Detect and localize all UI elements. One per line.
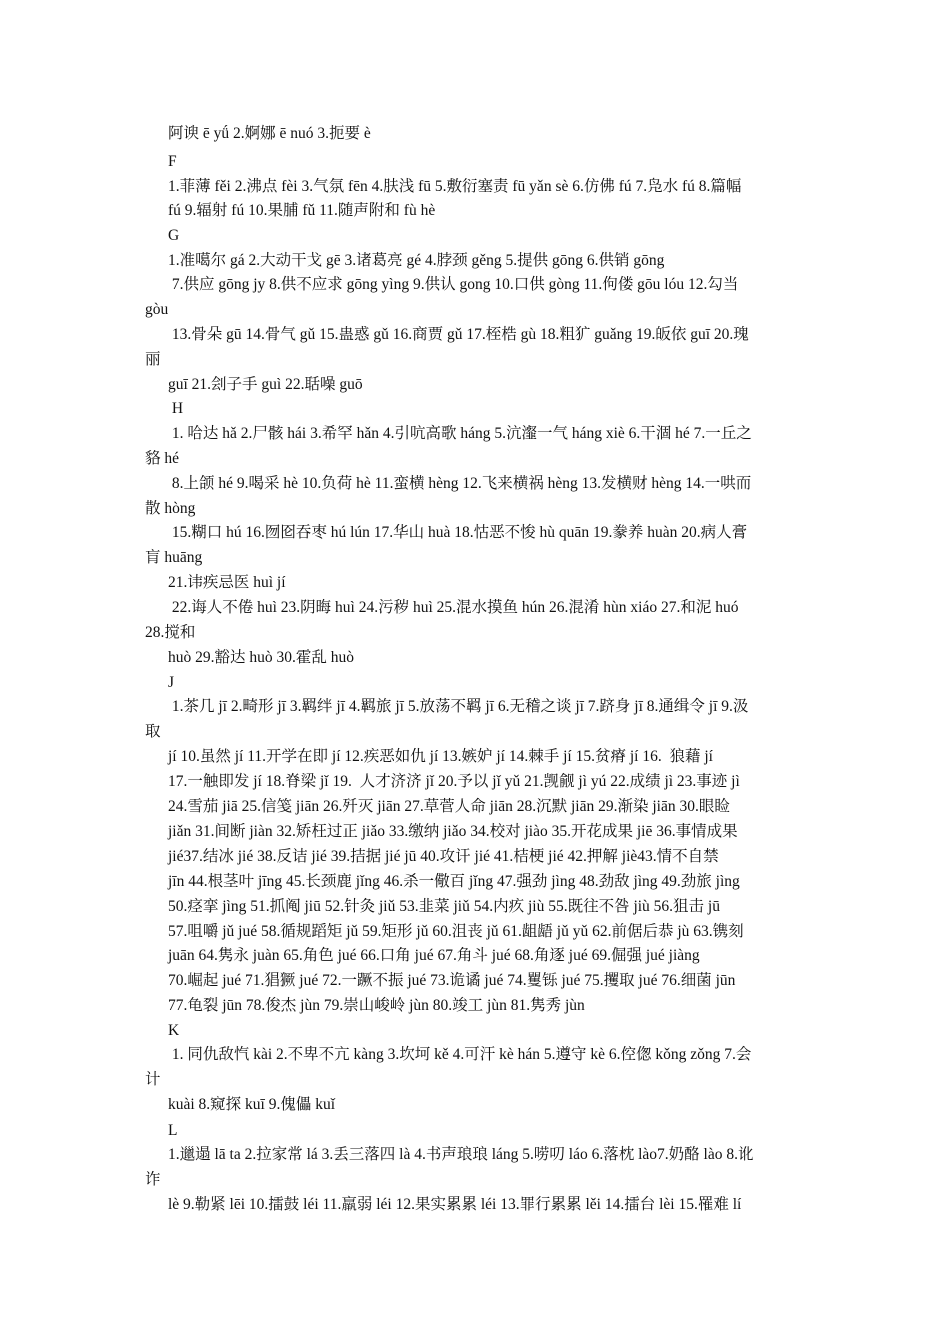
text-line: 1.准噶尔 gá 2.大动干戈 gē 3.诸葛亮 gé 4.脖颈 gěng 5.提供 gōng 6.供销 gōng xyxy=(168,252,665,269)
text-line: gòu xyxy=(145,301,169,318)
text-line: 22.诲人不倦 huì 23.阴晦 huì 24.污秽 huì 25.混水摸鱼 hún 26.混淆 hùn xiáo 27.和泥 huó xyxy=(168,599,739,616)
text-line: 15.糊口 hú 16.囫囵吞枣 hú lún 17.华山 huà 18.怙恶不悛 hù quān 19.豢养 huàn 20.病人膏 xyxy=(168,524,748,541)
text-line: 50.痉挛 jìng 51.抓阄 jiū 52.针灸 jiǔ 53.韭菜 jiǔ 54.内疚 jiù 55.既往不咎 jiù 56.狙击 jū xyxy=(168,898,720,915)
text-line: 21.讳疾忌医 huì jí xyxy=(168,574,286,591)
text-line: 阿谀 ē yǘ 2.婀娜 ē nuó 3.扼要 è xyxy=(168,125,371,142)
text-line: 诈 xyxy=(145,1171,161,1188)
text-line: 17.一触即发 jí 18.脊梁 jǐ 19. 人才济济 jǐ 20.予以 jǐ yǔ 21.觊觎 jì yú 22.成绩 jì 23.事迹 jì xyxy=(168,773,740,790)
text-line: jīn 44.根茎叶 jīng 45.长颈鹿 jǐng 46.杀一儆百 jǐng 47.强劲 jìng 48.劲敌 jìng 49.劲旅 jìng xyxy=(168,873,740,890)
text-line: 24.雪茄 jiā 25.信笺 jiān 26.歼灭 jiān 27.草菅人命 jiān 28.沉默 jiān 29.渐染 jiān 30.眼睑 xyxy=(168,798,730,815)
text-line: 1.茶几 jī 2.畸形 jī 3.羁绊 jī 4.羁旅 jī 5.放荡不羁 jī 6.无稽之谈 jī 7.跻身 jī 8.通缉令 jī 9.汲 xyxy=(168,698,749,715)
text-line: 貉 hé xyxy=(145,450,180,467)
text-line: 57.咀嚼 jǔ jué 58.循规蹈矩 jǔ 59.矩形 jǔ 60.沮丧 jǔ 61.龃龉 jǔ yǔ 62.前倨后恭 jù 63.镌刻 xyxy=(168,923,744,940)
text-line: huò 29.豁达 huò 30.霍乱 huò xyxy=(168,649,355,666)
section-letter-h: H xyxy=(168,400,184,417)
text-line: jí 10.虽然 jí 11.开学在即 jí 12.疾恶如仇 jí 13.嫉妒 jí 14.棘手 jí 15.贫瘠 jí 16. 狼藉 jí xyxy=(168,748,713,765)
text-line: 丽 xyxy=(145,351,161,368)
text-line: 1. 哈达 hǎ 2.尸骸 hái 3.希罕 hǎn 4.引吭高歌 háng 5.沆瀣一气 háng xiè 6.干涸 hé 7.一丘之 xyxy=(168,425,752,442)
section-letter-k: K xyxy=(168,1022,180,1039)
section-letter-l: L xyxy=(168,1122,178,1139)
text-line: 8.上颌 hé 9.喝采 hè 10.负荷 hè 11.蛮横 hèng 12.飞来横祸 hèng 13.发横财 hèng 14.一哄而 xyxy=(168,475,752,492)
section-letter-f: F xyxy=(168,153,177,170)
text-line: 肓 huāng xyxy=(145,549,203,566)
text-line: 70.崛起 jué 71.猖獗 jué 72.一蹶不振 jué 73.诡谲 jué 74.矍铄 jué 75.攫取 jué 76.细菌 jūn xyxy=(168,972,736,989)
text-line: 1.菲薄 fěi 2.沸点 fèi 3.气氛 fēn 4.肤浅 fū 5.敷衍塞责 fū yǎn sè 6.仿佛 fú 7.凫水 fú 8.篇幅 xyxy=(168,178,742,195)
section-letter-g: G xyxy=(168,227,180,244)
text-line: 77.龟裂 jūn 78.俊杰 jùn 79.崇山峻岭 jùn 80.竣工 jùn 81.隽秀 jùn xyxy=(168,997,585,1014)
text-line: jié37.结冰 jié 38.反诘 jié 39.拮据 jié jū 40.攻讦 jié 41.桔梗 jié 42.押解 jiè43.情不自禁 xyxy=(168,848,719,865)
section-letter-j: J xyxy=(168,674,175,691)
text-line: kuài 8.窥探 kuī 9.傀儡 kuǐ xyxy=(168,1096,336,1113)
text-line: 13.骨朵 gū 14.骨气 gǔ 15.蛊惑 gǔ 16.商贾 gǔ 17.桎梏 gù 18.粗犷 guǎng 19.皈依 guī 20.瑰 xyxy=(168,326,749,343)
text-line: 7.供应 gōng jy 8.供不应求 gōng yìng 9.供认 gong 10.口供 gòng 11.佝偻 gōu lóu 12.勾当 xyxy=(168,276,739,293)
text-line: lè 9.勒紧 lēi 10.擂鼓 léi 11.羸弱 léi 12.果实累累 léi 13.罪行累累 lěi 14.擂台 lèi 15.罹难 lí xyxy=(168,1196,742,1213)
text-line: 1.邋遢 lā ta 2.拉家常 lá 3.丢三落四 là 4.书声琅琅 láng 5.唠叨 láo 6.落枕 lào7.奶酪 lào 8.讹 xyxy=(168,1146,754,1163)
text-line: 28.搅和 xyxy=(145,624,196,641)
text-line: 取 xyxy=(145,723,161,740)
text-line: 散 hòng xyxy=(145,500,196,517)
text-line: jiǎn 31.间断 jiàn 32.矫枉过正 jiǎo 33.缴纳 jiǎo 34.校对 jiào 35.开花成果 jiē 36.事情成果 xyxy=(168,823,738,840)
text-line: fú 9.辐射 fú 10.果脯 fǔ 11.随声附和 fù hè xyxy=(168,202,436,219)
text-line: 计 xyxy=(145,1071,161,1088)
text-line: 1. 同仇敌忾 kài 2.不卑不亢 kàng 3.坎坷 kě 4.可汗 kè hán 5.遵守 kè 6.倥偬 kǒng zǒng 7.会 xyxy=(168,1046,752,1063)
text-line: juān 64.隽永 juàn 65.角色 jué 66.口角 jué 67.角斗 jué 68.角逐 jué 69.倔强 jué jiàng xyxy=(168,947,700,964)
text-line: guī 21.刽子手 guì 22.聒噪 guō xyxy=(168,376,363,393)
